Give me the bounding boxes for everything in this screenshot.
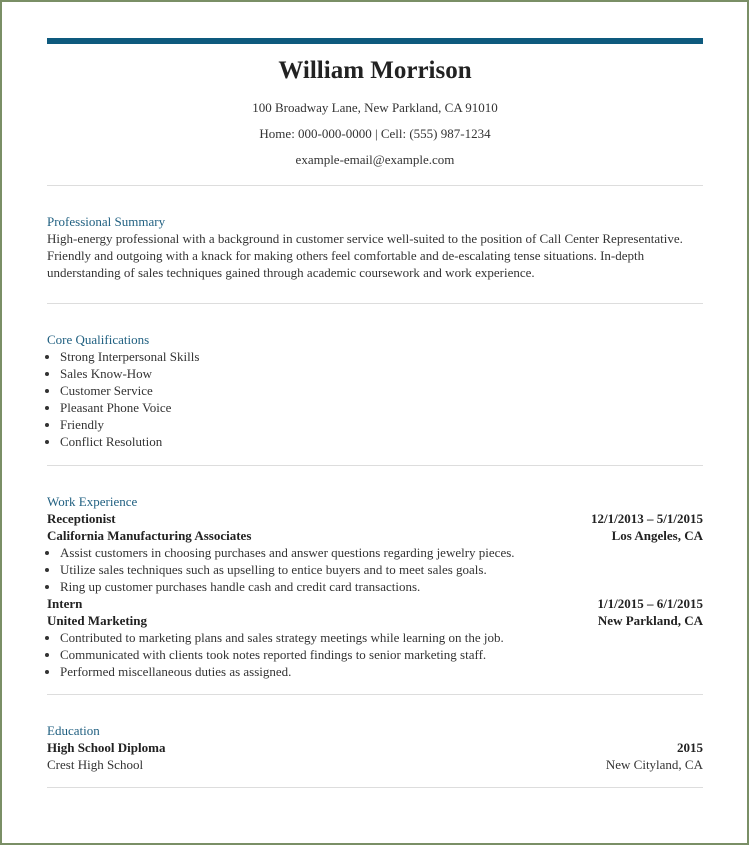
list-item: • Pleasant Phone Voice [60, 399, 703, 416]
degree: High School Diploma [47, 740, 166, 755]
job-duties [47, 629, 703, 680]
job-company: California Manufacturing Associates [47, 528, 252, 543]
qualifications-section [47, 331, 703, 450]
job-company: United Marketing [47, 613, 148, 628]
school-location: New Cityland, CA [605, 757, 703, 772]
job-location: New Parkland, CA [597, 613, 703, 628]
school-name: Crest High School [47, 757, 144, 772]
candidate-name: William Morrison [278, 57, 472, 84]
section-title: Professional Summary [47, 214, 166, 229]
divider [47, 465, 703, 466]
list-item: • Strong Interpersonal Skills [60, 348, 703, 365]
summary-text: High-energy professional with a background in customer service well-suited to the position of Call Center Representative. Friendly and outgoing with a knack for making others feel comfortable and de-escalating tense situations. In-depth understanding of sales techniques gained through academic coursework and work experience. [47, 231, 683, 280]
list-item: • Sales Know-How [60, 365, 703, 382]
job-location: Los Angeles, CA [611, 528, 703, 543]
list-item: • Assist customers in choosing purchases and answer questions regarding jewelry pieces. [60, 544, 703, 561]
address: 100 Broadway Lane, New Parkland, CA 91010 [252, 100, 498, 115]
summary-section [47, 213, 703, 281]
job-role: Intern [47, 596, 83, 611]
education-section [47, 722, 703, 773]
section-title: Core Qualifications [47, 332, 150, 347]
section-title: Work Experience [47, 494, 138, 509]
phone-numbers: Home: 000-000-0000 | Cell: (555) 987-1234 [259, 126, 491, 141]
job-role: Receptionist [47, 511, 116, 526]
list-item: • Friendly [60, 416, 703, 433]
divider [47, 694, 703, 695]
list-item: • Utilize sales techniques such as upselling to entice buyers and to meet sales goals. [60, 561, 703, 578]
qualifications-list [47, 348, 703, 450]
list-item: • Conflict Resolution [60, 433, 703, 450]
job-duties [47, 544, 703, 595]
divider [47, 787, 703, 788]
email: example-email@example.com [295, 152, 455, 167]
graduation-year: 2015 [677, 740, 703, 755]
resume-document [47, 38, 703, 788]
job-dates: 1/1/2015 – 6/1/2015 [597, 596, 703, 611]
list-item: • Ring up customer purchases handle cash and credit card transactions. [60, 578, 703, 595]
job-dates: 12/1/2013 – 5/1/2015 [591, 511, 703, 526]
experience-section [47, 493, 703, 680]
list-item: • Customer Service [60, 382, 703, 399]
list-item: • Communicated with clients took notes reported findings to senior marketing staff. [60, 646, 703, 663]
job-entry [47, 595, 703, 680]
section-title: Education [47, 723, 100, 738]
job-entry [47, 510, 703, 595]
list-item: • Contributed to marketing plans and sales strategy meetings while learning on the job. [60, 629, 703, 646]
accent-bar [47, 38, 703, 44]
list-item: • Performed miscellaneous duties as assigned. [60, 663, 703, 680]
divider [47, 303, 703, 304]
divider [47, 185, 703, 186]
